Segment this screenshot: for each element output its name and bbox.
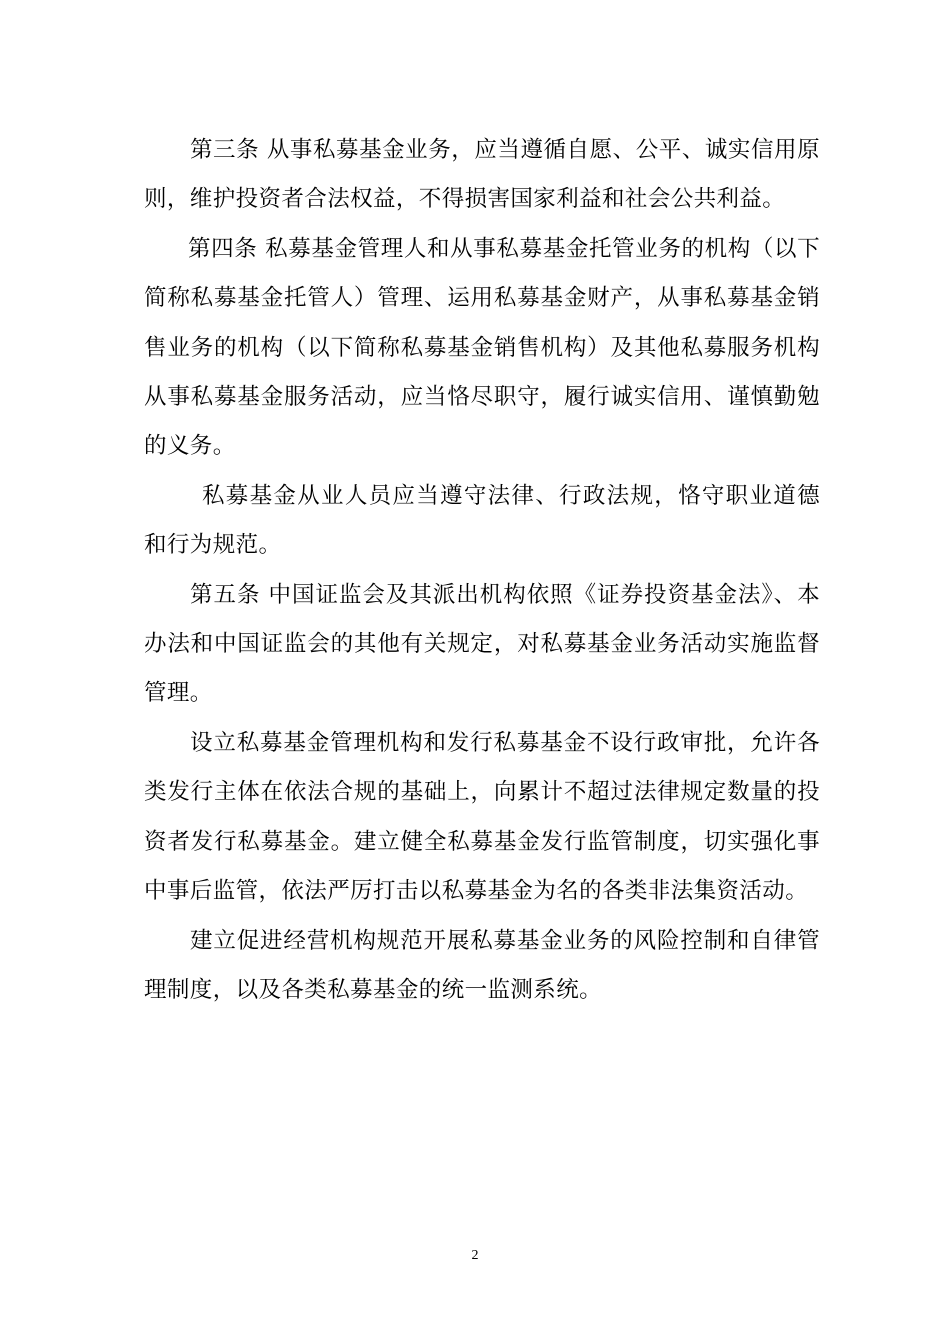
- document-body: [144, 126, 820, 1015]
- paragraph-article-3: 第三条 从事私募基金业务，应当遵循自愿、公平、诚实信用原则，维护投资者合法权益，不得损害国家利益和社会公共利益。: [144, 137, 820, 213]
- page-number: 2: [471, 1248, 479, 1263]
- paragraph-risk-control: 建立促进经营机构规范开展私募基金业务的风险控制和自律管理制度，以及各类私募基金的统一监测系统。: [144, 927, 820, 1003]
- paragraph-practitioner-duty: 私募基金从业人员应当遵守法律、行政法规，恪守职业道德和行为规范。: [144, 482, 820, 559]
- paragraph-no-approval: 设立私募基金管理机构和发行私募基金不设行政审批，允许各类发行主体在依法合规的基础上，向累计不超过法律规定数量的投资者发行私募基金。建立健全私募基金发行监管制度，切实强化事中事后监管，依法严厉打击以私募基金为名的各类非法集资活动。: [144, 729, 820, 905]
- paragraph-article-4: 第四条 私募基金管理人和从事私募基金托管业务的机构（以下简称私募基金托管人）管理、运用私募基金财产，从事私募基金销售业务的机构（以下简称私募基金销售机构）及其他私募服务机构从事私募基金服务活动，应当恪尽职守，履行诚实信用、谨慎勤勉的义务。: [144, 235, 820, 460]
- paragraph-article-5: 第五条 中国证监会及其派出机构依照《证券投资基金法》、本办法和中国证监会的其他有关规定，对私募基金业务活动实施监督管理。: [144, 581, 820, 707]
